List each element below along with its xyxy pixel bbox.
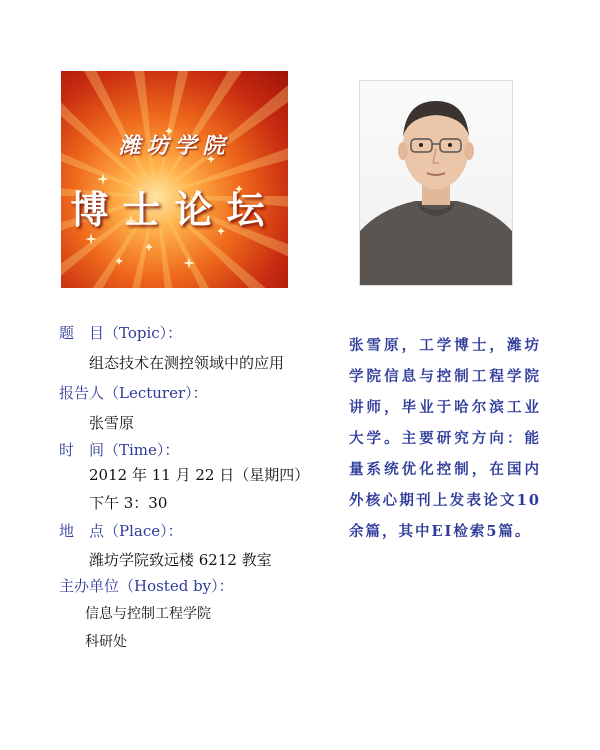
topic-value: 组态技术在测控领域中的应用 — [89, 354, 285, 372]
banner-title: 博士论坛 — [70, 188, 279, 232]
place-value: 潍坊学院致远楼 6212 教室 — [89, 551, 272, 569]
banner-subtitle: 潍坊学院 — [118, 133, 231, 159]
time-hour: 下午 3：30 — [89, 494, 168, 512]
lecturer-value: 张雪原 — [89, 414, 135, 432]
time-date: 2012 年 11 月 22 日（星期四） — [89, 466, 310, 484]
hosted-org-2: 科研处 — [85, 634, 127, 650]
lecturer-label: 报告人（Lecturer）： — [59, 384, 208, 402]
hosted-label: 主办单位（Hosted by）： — [59, 577, 234, 595]
place-label: 地 点（Place）： — [59, 522, 183, 540]
forum-banner — [61, 71, 288, 288]
speaker-photo — [359, 80, 513, 286]
time-label: 时 间（Time）： — [59, 441, 180, 459]
hosted-org-1: 信息与控制工程学院 — [85, 606, 211, 622]
speaker-bio: 张雪原，工学博士，潍坊学院信息与控制工程学院讲师，毕业于哈尔滨工业大学。主要研究方向：能量系统优化控制，在国内外核心期刊上发表论文10余篇，其中EI检索5篇。 — [349, 337, 541, 540]
topic-label: 题 目（Topic）： — [59, 324, 183, 342]
